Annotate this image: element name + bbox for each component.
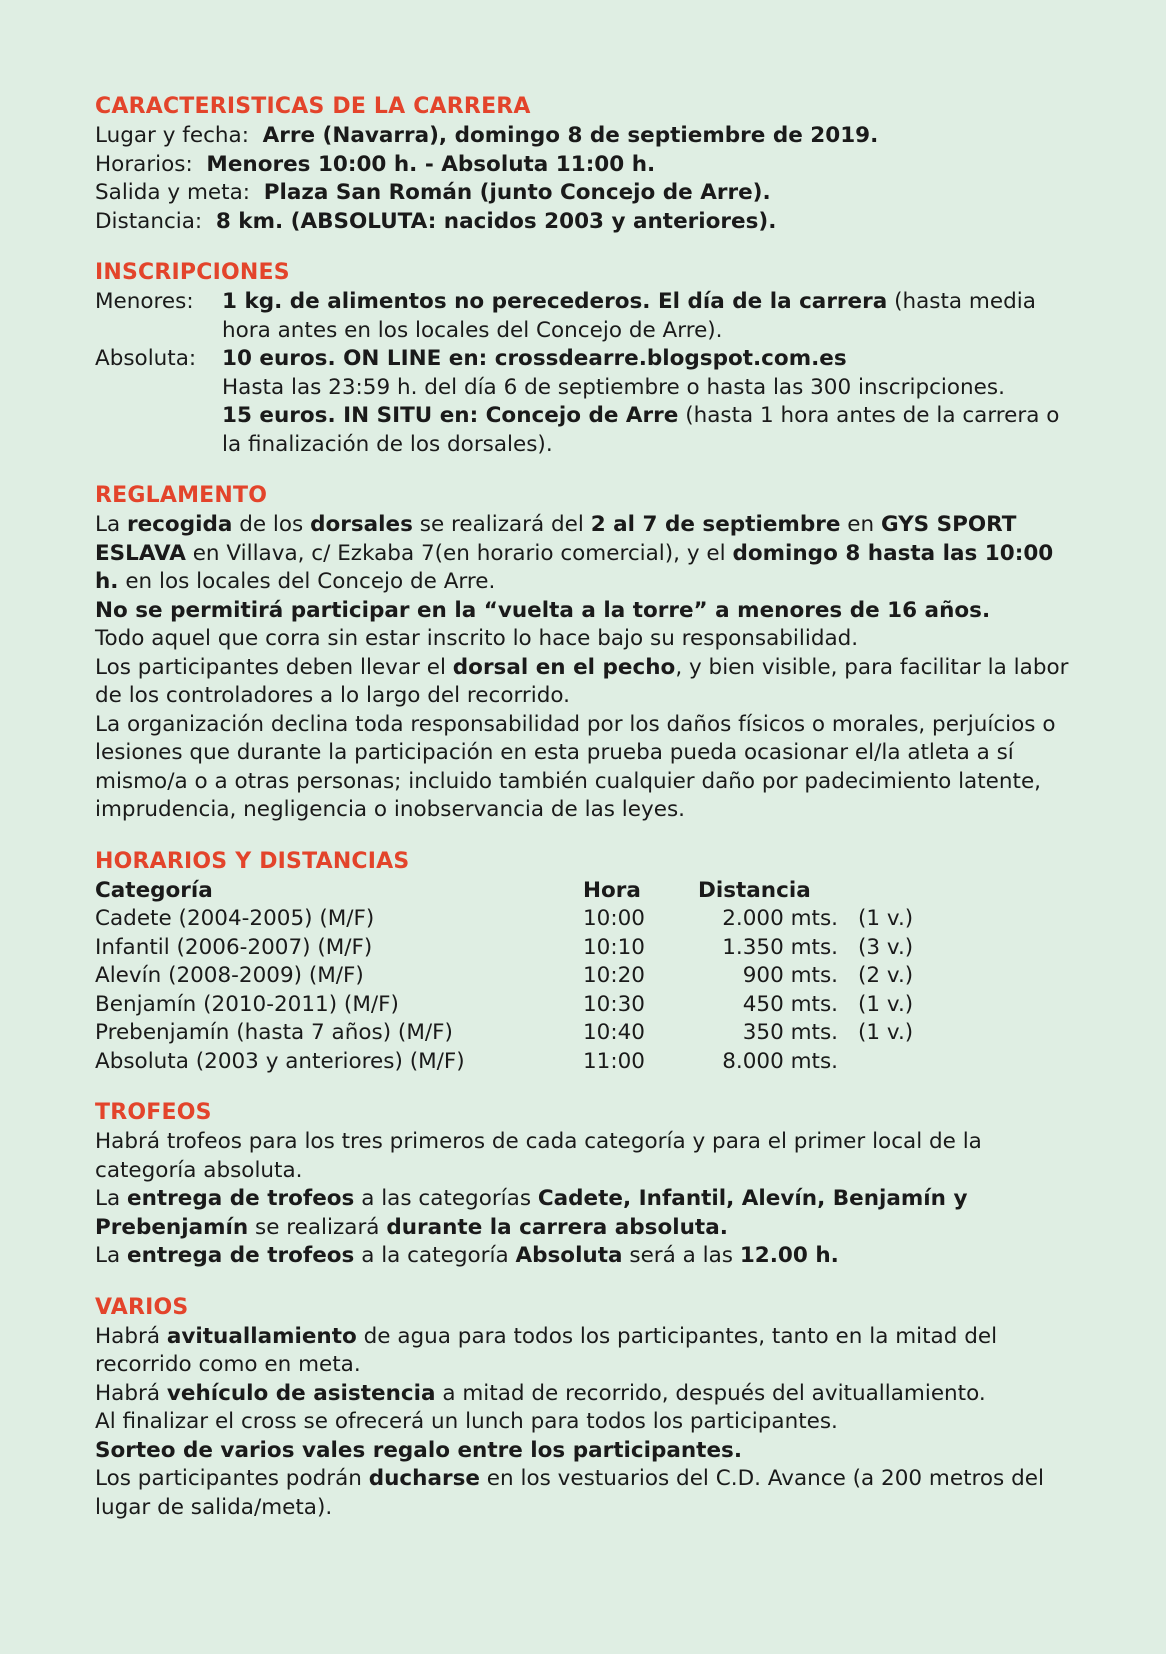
cell-categoria: Prebenjamín (hasta 7 años) (M/F): [95, 1020, 453, 1045]
cell-categoria: Alevín (2008-2009) (M/F): [95, 963, 364, 988]
section-title-caracteristicas: CARACTERISTICAS DE LA CARRERA: [95, 94, 531, 119]
text-bold: durante la carrera absoluta.: [386, 1214, 728, 1240]
text: Los participantes podrán: [95, 1466, 369, 1491]
text: se realizará del: [412, 512, 591, 537]
text: en: [840, 512, 881, 537]
text: , y bien visible, para facilitar la labor de los controladores a lo largo del recorrido.: [95, 654, 1069, 708]
text-bold: avituallamiento: [166, 1323, 357, 1349]
cell-distancia: 2.000 mts.: [722, 906, 838, 931]
salida-line: [95, 179, 1074, 208]
distancia-label: Distancia:: [95, 208, 203, 234]
menores-row: [95, 288, 1074, 345]
lugar-line: [95, 122, 1074, 151]
schedule-table: [95, 877, 938, 1077]
cell-vueltas: (1 v.): [858, 991, 914, 1017]
section-reglamento: [95, 481, 1074, 825]
cell-distancia: 1.350 mts.: [722, 934, 838, 960]
text: de agua para todos los participantes, tanto en la mitad del recorrido como en meta.: [95, 1323, 998, 1377]
section-title-trofeos: TROFEOS: [95, 1100, 212, 1125]
text-bold: 12.00 h.: [739, 1243, 839, 1268]
text: se realizará: [248, 1214, 387, 1240]
cell-hora: 10:10: [583, 934, 645, 960]
menores-value: [222, 288, 1074, 345]
absoluta-insitu-bold: 15 euros. IN SITU en: Concejo de Arre: [222, 403, 679, 428]
cell-vueltas: (3 v.): [858, 934, 914, 960]
header-vueltas: [838, 877, 938, 906]
absoluta-insitu: [222, 402, 1074, 459]
text: Habrá: [95, 1380, 167, 1406]
text-bold: 2 al 7 de septiembre: [590, 512, 841, 537]
text-bold: dorsal en el pecho: [452, 654, 676, 680]
cell-categoria: Infantil (2006-2007) (M/F): [95, 934, 373, 960]
table-row: [95, 1019, 938, 1048]
text: en Villava, c/ Ezkaba 7(en horario comercial), y el: [185, 540, 733, 566]
section-title-reglamento: REGLAMENTO: [95, 483, 268, 508]
menores-bold: 1 kg. de alimentos no perecederos. El día de la carrera: [222, 289, 888, 314]
horarios-label: Horarios:: [95, 151, 193, 177]
section-title-varios: VARIOS: [95, 1294, 189, 1320]
section-trofeos: [95, 1098, 1074, 1271]
text: será a las: [622, 1243, 740, 1268]
text-bold: Cadete, Infantil, Alevín, Benjamín y Prebenjamín: [95, 1186, 968, 1240]
distancia-line: [95, 208, 1074, 237]
varios-p5: [95, 1465, 1074, 1522]
cell-vueltas: (1 v.): [858, 906, 914, 931]
cell-hora: 10:00: [583, 906, 645, 931]
table-row: [95, 991, 938, 1020]
menores-rest: (hasta media hora antes en los locales del Concejo de Arre).: [222, 289, 1036, 343]
absoluta-value: [222, 345, 1074, 459]
salida-value: Plaza San Román (junto Concejo de Arre).: [263, 180, 771, 205]
cell-distancia: 8.000 mts.: [722, 1048, 838, 1074]
section-title-inscripciones: INSCRIPCIONES: [95, 260, 290, 285]
menores-label: Menores:: [95, 289, 194, 314]
lugar-value: Arre (Navarra), domingo 8 de septiembre de 2019.: [262, 123, 879, 148]
text: en los vestuarios del C.D. Avance (a 200 metros del lugar de salida/meta).: [95, 1466, 1044, 1520]
text: de los: [232, 512, 311, 537]
text: a las categorías: [354, 1186, 538, 1211]
section-varios: [95, 1293, 1074, 1523]
schedule-header-row: [95, 877, 938, 906]
reglamento-p3: Todo aquel que corra sin estar inscrito lo hace bajo su responsabilidad.: [95, 626, 859, 651]
cell-vueltas: (2 v.): [858, 963, 914, 988]
text: a la categoría: [354, 1243, 516, 1268]
cell-distancia: 900 mts.: [742, 963, 838, 988]
horarios-value: Menores 10:00 h. - Absoluta 11:00 h.: [206, 151, 656, 177]
varios-p1: [95, 1323, 1074, 1380]
horarios-line: [95, 151, 1074, 180]
text: La: [95, 1243, 127, 1268]
absoluta-label: Absoluta:: [95, 346, 197, 371]
table-row: [95, 962, 938, 991]
text: Habrá: [95, 1323, 167, 1349]
varios-p3: Al finalizar el cross se ofrecerá un lunch para todos los participantes.: [95, 1409, 838, 1434]
section-horarios: [95, 847, 1074, 1077]
trofeos-p1: Habrá trofeos para los tres primeros de cada categoría y para el primer local de la categoría absoluta.: [95, 1129, 982, 1183]
header-distancia: Distancia: [698, 877, 811, 903]
salida-label: Salida y meta:: [95, 180, 251, 205]
text: Los participantes deben llevar el: [95, 654, 453, 680]
varios-p2: [95, 1380, 1074, 1409]
reglamento-p5: La organización declina toda responsabilidad por los daños físicos o morales, perjuícios o lesiones que durante la participación en esta prueba pueda ocasionar el/la atleta a sí mismo/a o a otras personas; incluido también cualquier daño por padecimiento latente, imprudencia, negligencia o inobservancia de las leyes.: [95, 711, 1056, 822]
absoluta-plazo: Hasta las 23:59 h. del día 6 de septiembre o hasta las 300 inscripciones.: [222, 374, 1005, 400]
lugar-label: Lugar y fecha:: [95, 123, 249, 148]
absoluta-insitu-rest: (hasta 1 hora antes de la carrera o la finalización de los dorsales).: [222, 403, 1060, 457]
text: La: [95, 1186, 127, 1211]
text-bold: ducharse: [368, 1466, 480, 1491]
text: en los locales del Concejo de Arre.: [118, 569, 496, 594]
varios-p4: Sorteo de varios vales regalo entre los participantes.: [95, 1437, 742, 1463]
cell-distancia: 450 mts.: [742, 991, 838, 1017]
section-caracteristicas: [95, 92, 1074, 236]
header-hora: Hora: [583, 877, 641, 903]
text-bold: Absoluta: [515, 1243, 623, 1268]
text-bold: entrega de trofeos: [127, 1186, 355, 1211]
cell-categoria: Cadete (2004-2005) (M/F): [95, 906, 375, 931]
cell-hora: 11:00: [583, 1048, 645, 1074]
section-title-horarios: HORARIOS Y DISTANCIAS: [95, 848, 410, 874]
trofeos-p2: [95, 1185, 1074, 1242]
reglamento-p2: No se permitirá participar en la “vuelta a la torre” a menores de 16 años.: [95, 597, 991, 623]
text-bold: vehículo de asistencia: [166, 1380, 436, 1406]
table-row: [95, 905, 938, 934]
cell-hora: 10:30: [583, 991, 645, 1017]
text-bold: domingo 8 hasta las 10:00 h.: [95, 540, 1054, 594]
table-row: [95, 934, 938, 963]
text-bold: dorsales: [310, 512, 413, 537]
distancia-value: 8 km. (ABSOLUTA: nacidos 2003 y anteriores).: [215, 208, 777, 234]
cell-hora: 10:20: [583, 963, 645, 988]
text: a mitad de recorrido, después del avituallamiento.: [435, 1380, 986, 1406]
header-categoria: Categoría: [95, 877, 213, 903]
text: La: [95, 512, 127, 537]
text-bold: GYS SPORT ESLAVA: [95, 512, 1017, 566]
text-bold: entrega de trofeos: [127, 1243, 355, 1268]
table-row: [95, 1048, 938, 1077]
cell-vueltas: (1 v.): [858, 1020, 914, 1045]
absoluta-online: 10 euros. ON LINE en: crossdearre.blogspot.com.es: [222, 346, 847, 371]
absoluta-row: [95, 345, 1074, 459]
reglamento-p4: [95, 654, 1074, 711]
text-bold: recogida: [127, 512, 233, 537]
reglamento-p1: [95, 511, 1074, 597]
cell-hora: 10:40: [583, 1020, 645, 1045]
cell-distancia: 350 mts.: [742, 1020, 838, 1045]
section-inscripciones: [95, 258, 1074, 459]
cell-categoria: Absoluta (2003 y anteriores) (M/F): [95, 1048, 465, 1074]
cell-categoria: Benjamín (2010-2011) (M/F): [95, 991, 399, 1017]
cell-vueltas: [838, 1048, 938, 1077]
trofeos-p3: [95, 1242, 1074, 1271]
